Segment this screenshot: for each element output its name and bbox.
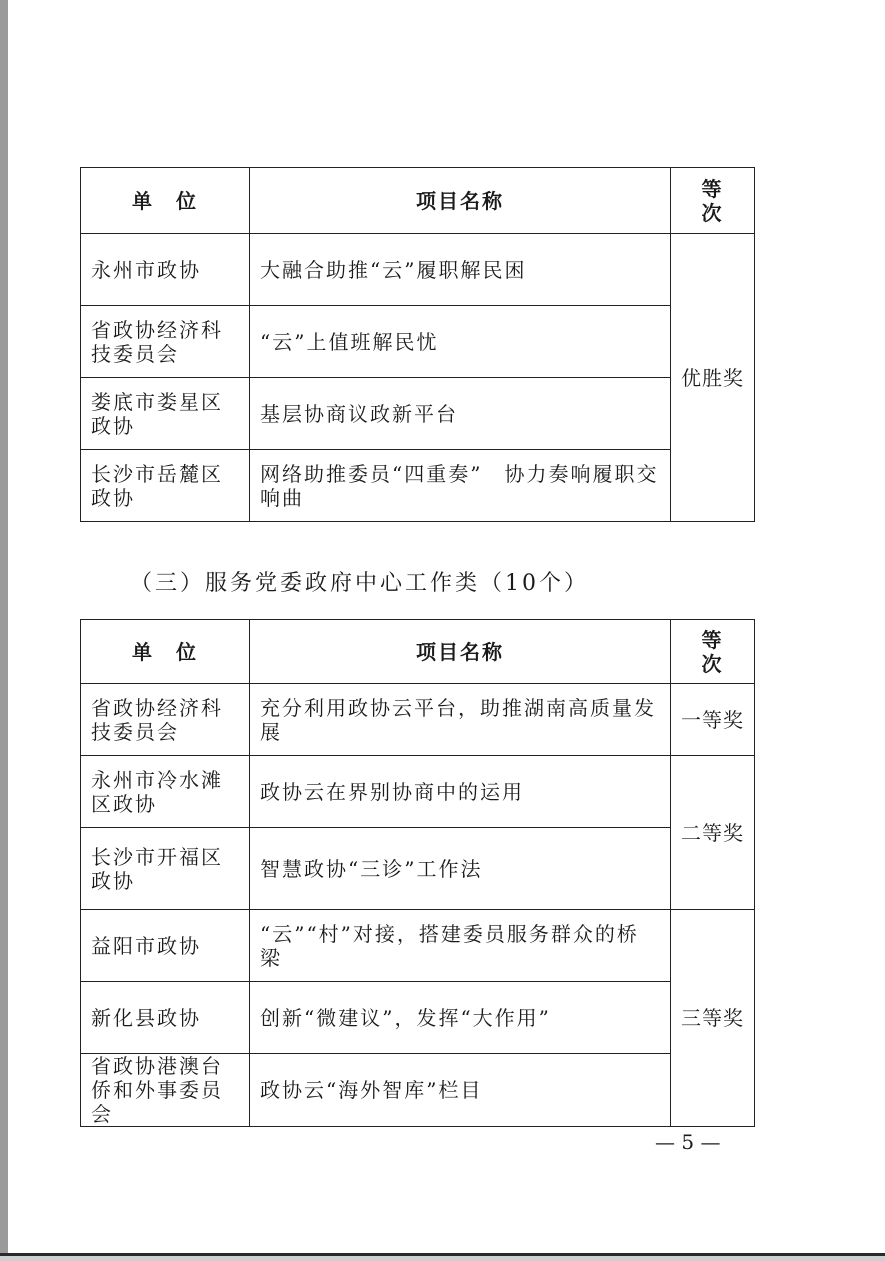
unit-cell: 省政协港澳台侨和外事委员会 <box>81 1054 250 1127</box>
award-table-1 <box>80 167 755 522</box>
scan-left-edge <box>0 0 8 1261</box>
award-table-2 <box>80 619 755 1127</box>
header-project: 项目名称 <box>250 620 671 684</box>
unit-cell: 省政协经济科技委员会 <box>81 684 250 756</box>
unit-cell: 永州市冷水滩区政协 <box>81 756 250 828</box>
table-row <box>81 684 755 756</box>
header-grade: 等 次 <box>671 620 755 684</box>
grade-cell: 优胜奖 <box>671 234 755 522</box>
page-number: — 5 — <box>655 1130 721 1154</box>
project-cell: 政协云在界别协商中的运用 <box>250 756 671 828</box>
unit-cell: 益阳市政协 <box>81 910 250 982</box>
header-unit: 单 位 <box>81 168 250 234</box>
scan-bottom-shadow <box>0 1256 885 1261</box>
project-cell: 基层协商议政新平台 <box>250 378 671 450</box>
section-heading: （三）服务党委政府中心工作类（10个） <box>130 571 589 596</box>
unit-cell: 长沙市开福区政协 <box>81 828 250 910</box>
header-grade: 等 次 <box>671 168 755 234</box>
project-cell: 大融合助推“云”履职解民困 <box>250 234 671 306</box>
grade-cell: 三等奖 <box>671 910 755 1127</box>
unit-cell: 新化县政协 <box>81 982 250 1054</box>
table-header-row <box>81 620 755 684</box>
unit-cell: 娄底市娄星区政协 <box>81 378 250 450</box>
table-row <box>81 910 755 982</box>
project-cell: “云”上值班解民忧 <box>250 306 671 378</box>
unit-cell: 长沙市岳麓区政协 <box>81 450 250 522</box>
grade-cell: 二等奖 <box>671 756 755 910</box>
table-row <box>81 982 755 1054</box>
project-cell: 创新“微建议”，发挥“大作用” <box>250 982 671 1054</box>
project-cell: 智慧政协“三诊”工作法 <box>250 828 671 910</box>
project-cell: 充分利用政协云平台，助推湖南高质量发展 <box>250 684 671 756</box>
table-row <box>81 828 755 910</box>
project-cell: 网络助推委员“四重奏” 协力奏响履职交响曲 <box>250 450 671 522</box>
table-header-row <box>81 168 755 234</box>
project-cell: “云”“村”对接，搭建委员服务群众的桥梁 <box>250 910 671 982</box>
header-project: 项目名称 <box>250 168 671 234</box>
table-row <box>81 756 755 828</box>
project-cell: 政协云“海外智库”栏目 <box>250 1054 671 1127</box>
table-row <box>81 1054 755 1127</box>
unit-cell: 省政协经济科技委员会 <box>81 306 250 378</box>
unit-cell: 永州市政协 <box>81 234 250 306</box>
grade-cell: 一等奖 <box>671 684 755 756</box>
table-row <box>81 450 755 522</box>
table-row <box>81 234 755 306</box>
header-unit: 单 位 <box>81 620 250 684</box>
table-row <box>81 378 755 450</box>
table-row <box>81 306 755 378</box>
